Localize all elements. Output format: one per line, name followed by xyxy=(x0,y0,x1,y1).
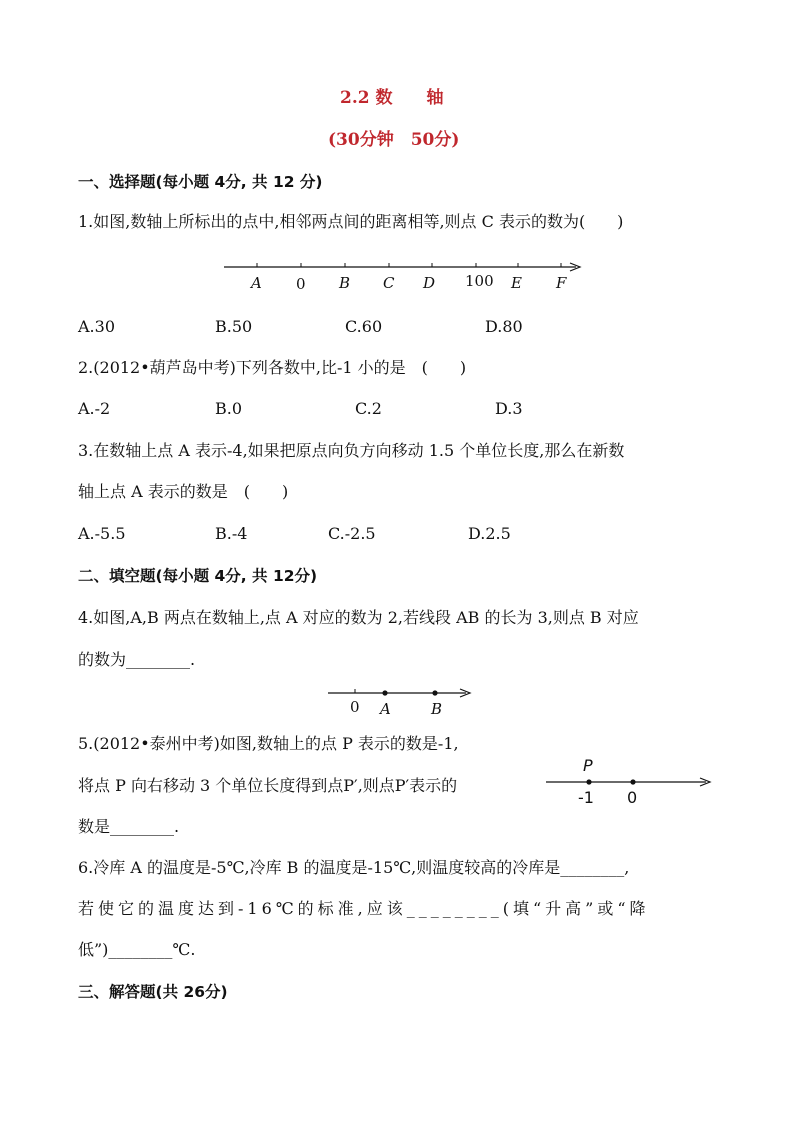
q3-option-b: B.-4 xyxy=(215,524,248,543)
q2-stem: 2.(2012•葫芦岛中考)下列各数中,比-1 小的是 ( ) xyxy=(78,358,467,377)
q3-option-d: D.2.5 xyxy=(468,524,511,543)
q2-option-b: B.0 xyxy=(215,399,243,418)
q1-label-100: 100 xyxy=(465,272,494,290)
q1-number-line xyxy=(220,258,590,278)
q5-label-zero: 0 xyxy=(627,788,638,807)
q1-stem: 1.如图,数轴上所标出的点中,相邻两点间的距离相等,则点 C 表示的数为( ) xyxy=(78,212,624,231)
q4-label-zero: 0 xyxy=(350,698,360,716)
page-subtitle: (30分钟 50分) xyxy=(328,130,460,150)
q1-option-d: D.80 xyxy=(485,317,523,336)
q1-option-c: C.60 xyxy=(345,317,383,336)
q6-stem-line1: 6.冷库 A 的温度是-5℃,冷库 B 的温度是-15℃,则温度较高的冷库是________, xyxy=(78,858,630,877)
q4-label-b: B xyxy=(431,700,443,718)
q3-option-c: C.-2.5 xyxy=(328,524,376,543)
q4-number-line xyxy=(326,686,476,702)
q4-label-a: A xyxy=(380,700,391,718)
q5-label-neg1: -1 xyxy=(578,788,594,807)
page-title: 2.2 数 轴 xyxy=(340,88,444,108)
section-heading-fill: 二、填空题(每小题 4分, 共 12分) xyxy=(78,567,318,585)
q5-stem-line1: 5.(2012•泰州中考)如图,数轴上的点 P 表示的数是-1, xyxy=(78,734,459,753)
q2-option-a: A.-2 xyxy=(78,399,111,418)
q5-stem-line2: 将点 P 向右移动 3 个单位长度得到点P′,则点P′表示的 xyxy=(78,776,458,795)
q1-label-b: B xyxy=(339,274,351,292)
q5-label-p: P xyxy=(583,756,593,775)
q1-label-f: F xyxy=(556,274,567,292)
q1-option-a: A.30 xyxy=(78,317,115,336)
section-heading-choice: 一、选择题(每小题 4分, 共 12 分) xyxy=(78,173,323,191)
q6-stem-line2: 若使它的温度达到-16℃的标准,应该________(填“升高”或“降 xyxy=(78,899,650,918)
q1-label-zero: 0 xyxy=(296,275,306,293)
q4-stem-line1: 4.如图,A,B 两点在数轴上,点 A 对应的数为 2,若线段 AB 的长为 3,则点 B 对应 xyxy=(78,608,639,627)
q2-option-c: C.2 xyxy=(355,399,382,418)
q3-option-a: A.-5.5 xyxy=(78,524,126,543)
q1-label-a: A xyxy=(251,274,262,292)
q6-stem-line3: 低”)________℃. xyxy=(78,940,196,959)
q3-stem-line2: 轴上点 A 表示的数是 ( ) xyxy=(78,482,289,501)
q2-option-d: D.3 xyxy=(495,399,523,418)
q1-label-d: D xyxy=(423,274,436,292)
q1-label-e: E xyxy=(511,274,522,292)
q1-label-c: C xyxy=(383,274,395,292)
q4-stem-line2: 的数为________. xyxy=(78,650,196,669)
q5-stem-line3: 数是________. xyxy=(78,817,180,836)
q3-stem-line1: 3.在数轴上点 A 表示-4,如果把原点向负方向移动 1.5 个单位长度,那么在新数 xyxy=(78,441,625,460)
q1-option-b: B.50 xyxy=(215,317,253,336)
section-heading-answer: 三、解答题(共 26分) xyxy=(78,983,228,1001)
